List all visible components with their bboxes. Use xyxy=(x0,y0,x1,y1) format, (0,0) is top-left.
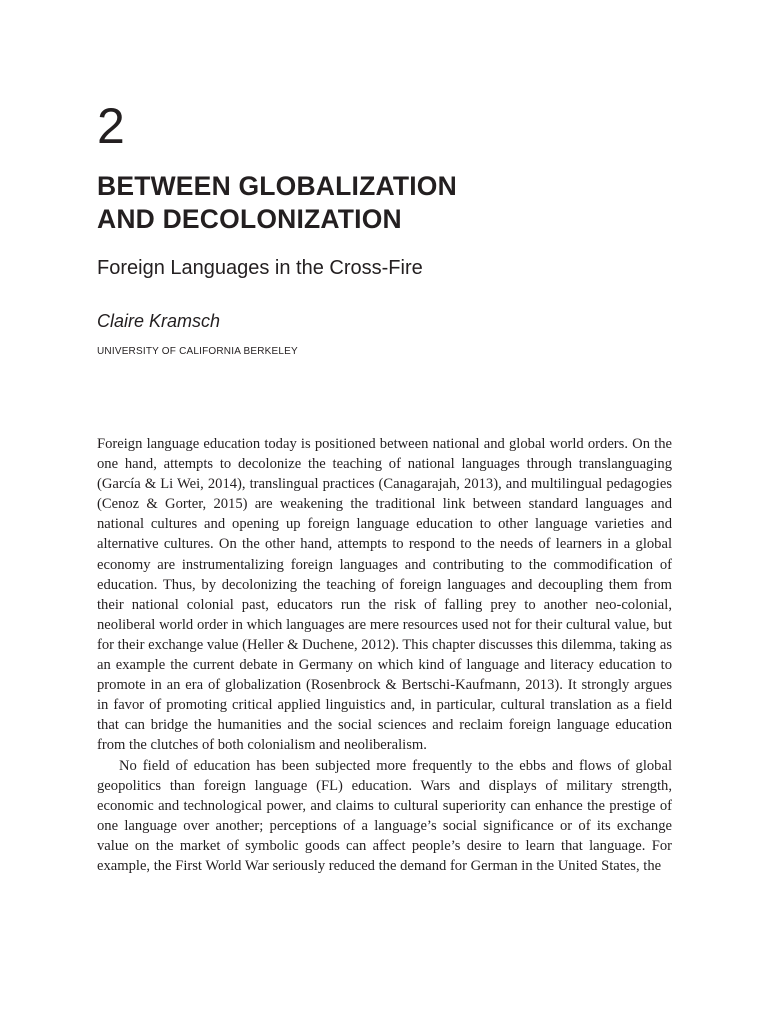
body-paragraph: No field of education has been subjected more frequently to the ebbs and flows of global geopolitics than foreign language (FL) education. Wars and displays of military strength, economic and technological power, and claims to cultural superiority can enhance the prestige of one language over another; perceptions of a language’s social significance or of its exchange value on the market of symbolic goods can affect people’s desire to learn that language. For example, the First World War seriously reduced the demand for German in the United States, the xyxy=(97,757,672,874)
author-affiliation: UNIVERSITY OF CALIFORNIA BERKELEY xyxy=(97,346,298,357)
chapter-number: 2 xyxy=(97,98,125,154)
author-name: Claire Kramsch xyxy=(97,311,221,331)
abstract-paragraph: Foreign language education today is positioned between national and global world orders. On the one hand, attempts to decolonize the teaching of national languages through translanguaging (García & Li Wei, 2014), translingual practices (Canagarajah, 2013), and multilingual pedagogies (Cenoz & Gorter, 2015) are weakening the traditional link between standard languages and national cultures and opening up foreign language education to other language varieties and alternative cultures. On the other hand, attempts to respond to the needs of learners in a global economy are instrumentalizing foreign languages and contributing to the commodification of education. Thus, by decolonizing the teaching of foreign languages and decoupling them from their national colonial past, educators run the risk of falling prey to another neo-colonial, neoliberal world order in which languages are mere resources used not for their cultural value, but for their exchange value (Heller & Duchene, 2012). This chapter discusses this dilemma, taking as an example the current debate in Germany on which kind of language and literacy education to promote in an era of globalization (Rosenbrock & Bertschi-Kaufmann, 2013). It strongly argues in favor of promoting critical applied linguistics and, in particular, cultural translation as a field that can bridge the humanities and the social sciences and reclaim foreign language education from the clutches of both colonialism and neoliberalism. xyxy=(97,436,672,754)
body-text xyxy=(97,434,672,876)
chapter-title xyxy=(97,170,457,236)
chapter-title-line-2: AND DECOLONIZATION xyxy=(97,204,402,234)
chapter-subtitle: Foreign Languages in the Cross-Fire xyxy=(97,257,423,279)
chapter-title-line-1: BETWEEN GLOBALIZATION xyxy=(97,171,457,201)
